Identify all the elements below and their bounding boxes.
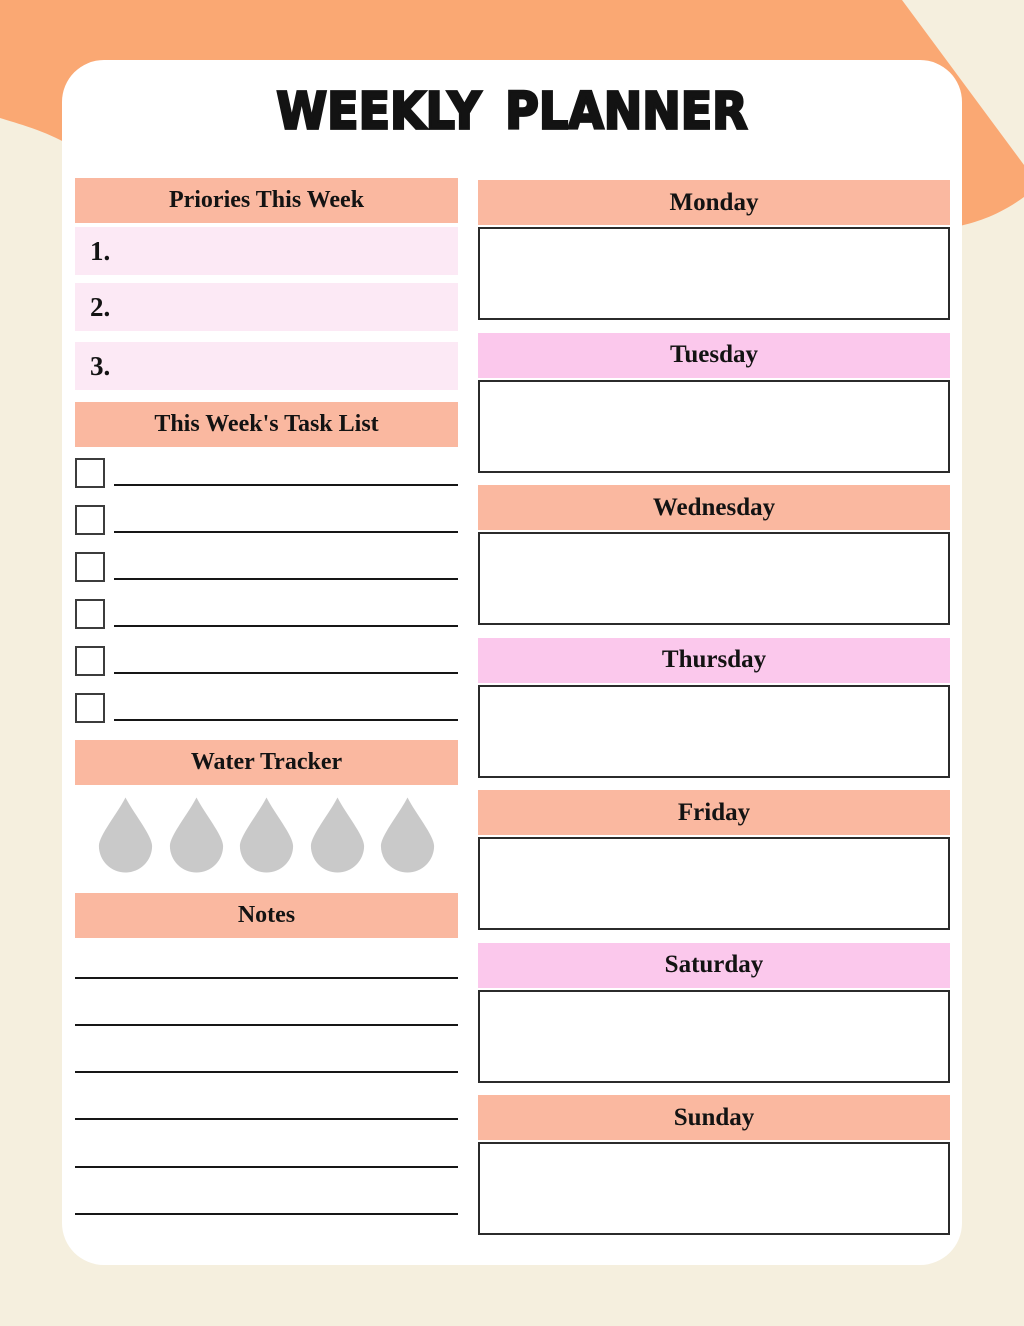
task-write-line[interactable] xyxy=(114,552,458,580)
task-write-line[interactable] xyxy=(114,599,458,627)
tasklist-header: This Week's Task List xyxy=(75,402,458,447)
day-section xyxy=(478,180,950,320)
priority-row[interactable] xyxy=(75,342,458,390)
task-checkbox[interactable] xyxy=(75,693,105,723)
notes-lines xyxy=(75,938,458,1215)
days-column xyxy=(478,180,950,1248)
task-write-line[interactable] xyxy=(114,646,458,674)
task-checkbox[interactable] xyxy=(75,505,105,535)
priority-row[interactable] xyxy=(75,227,458,275)
water-drop-icon[interactable] xyxy=(97,795,154,874)
task-list xyxy=(75,458,458,740)
day-section xyxy=(478,333,950,473)
water-drop-icon[interactable] xyxy=(168,795,225,874)
water-drop-row xyxy=(75,795,458,875)
day-header-thursday: Thursday xyxy=(478,638,950,683)
note-write-line[interactable] xyxy=(75,938,458,979)
day-header-friday: Friday xyxy=(478,790,950,835)
day-section xyxy=(478,638,950,778)
note-write-line[interactable] xyxy=(75,979,458,1026)
task-checkbox[interactable] xyxy=(75,552,105,582)
day-section xyxy=(478,943,950,1083)
task-checkbox[interactable] xyxy=(75,646,105,676)
task-row xyxy=(75,458,458,505)
day-entry-box-thursday[interactable] xyxy=(478,685,950,778)
task-row xyxy=(75,646,458,693)
notes-header: Notes xyxy=(75,893,458,938)
task-checkbox[interactable] xyxy=(75,599,105,629)
task-write-line[interactable] xyxy=(114,458,458,486)
note-write-line[interactable] xyxy=(75,1168,458,1215)
task-row xyxy=(75,599,458,646)
day-header-wednesday: Wednesday xyxy=(478,485,950,530)
task-write-line[interactable] xyxy=(114,693,458,721)
water-drop-icon[interactable] xyxy=(238,795,295,874)
priority-number: 2. xyxy=(90,291,111,322)
priority-number: 1. xyxy=(90,235,111,266)
day-entry-box-saturday[interactable] xyxy=(478,990,950,1083)
day-entry-box-friday[interactable] xyxy=(478,837,950,930)
note-write-line[interactable] xyxy=(75,1120,458,1167)
task-row xyxy=(75,505,458,552)
note-write-line[interactable] xyxy=(75,1026,458,1073)
day-section xyxy=(478,485,950,625)
day-entry-box-wednesday[interactable] xyxy=(478,532,950,625)
priorities-header: Priories This Week xyxy=(75,178,458,223)
day-section xyxy=(478,1095,950,1235)
day-section xyxy=(478,790,950,930)
task-row xyxy=(75,693,458,740)
task-write-line[interactable] xyxy=(114,505,458,533)
day-header-monday: Monday xyxy=(478,180,950,225)
water-drop-icon[interactable] xyxy=(379,795,436,874)
day-entry-box-monday[interactable] xyxy=(478,227,950,320)
priority-row[interactable] xyxy=(75,283,458,331)
left-column xyxy=(75,178,458,1215)
water-tracker-header: Water Tracker xyxy=(75,740,458,785)
task-checkbox[interactable] xyxy=(75,458,105,488)
note-write-line[interactable] xyxy=(75,1073,458,1120)
day-header-saturday: Saturday xyxy=(478,943,950,988)
day-entry-box-tuesday[interactable] xyxy=(478,380,950,473)
task-row xyxy=(75,552,458,599)
priority-number: 3. xyxy=(90,350,111,381)
page-title: WEEKLY PLANNER xyxy=(276,81,748,141)
day-header-sunday: Sunday xyxy=(478,1095,950,1140)
day-entry-box-sunday[interactable] xyxy=(478,1142,950,1235)
priorities-list xyxy=(75,227,458,390)
day-header-tuesday: Tuesday xyxy=(478,333,950,378)
water-drop-icon[interactable] xyxy=(309,795,366,874)
